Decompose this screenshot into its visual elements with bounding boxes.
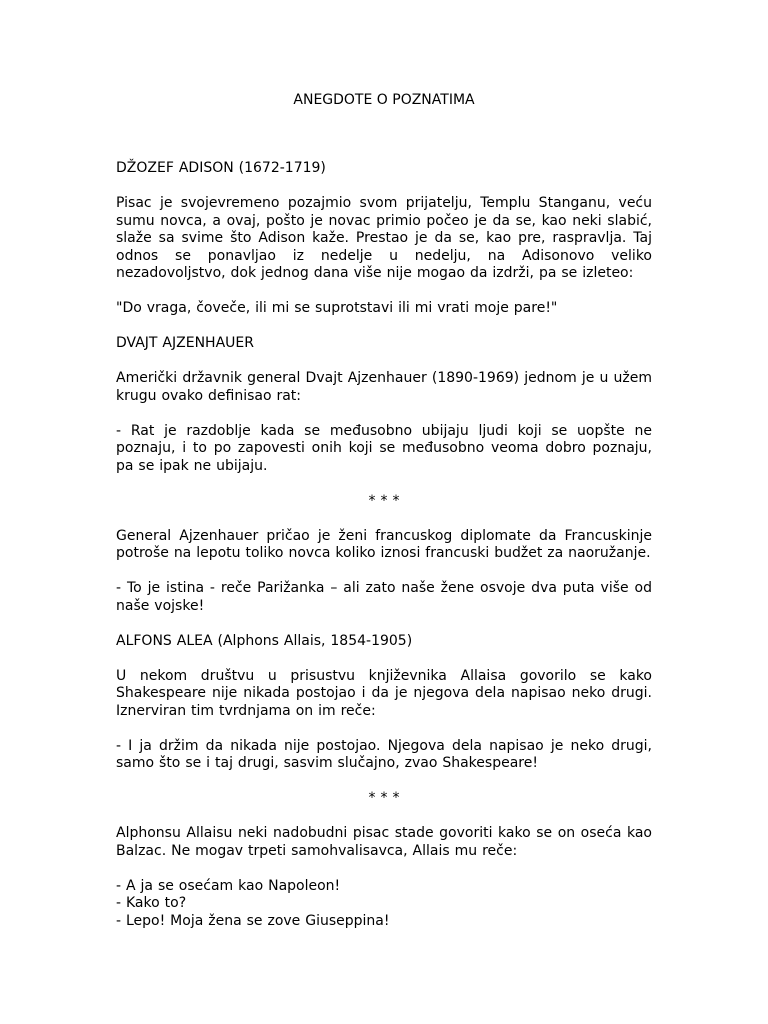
document-body [116, 160, 652, 948]
dialogue-line: - Lepo! Moja žena se zove Giuseppina! [116, 912, 390, 929]
dialogue-line: - A ja se osećam kao Napoleon! [116, 877, 341, 894]
dialogue-alea [116, 878, 652, 931]
document-page [116, 0, 652, 1024]
paragraph-adison-story: Pisac je svojevremeno pozajmio svom prijatelju, Templu Stanganu, veću sumu novca, a ovaj, pošto je novac primio počeo je da se, kao neki slabić, slaže sa svime što Adison kaže. Prestao je da se, kao pre, raspravlja. Taj odnos se ponavljao iz nedelje u nedelju, na Adisonovo veliko nezadovoljstvo, dok jednog dana više nije mogao da izdrži, pa se izleteo: [116, 195, 652, 281]
paragraph-alea-shakespeare: U nekom društvu u prisustvu književnika Allaisa govorilo se kako Shakespeare nije nikada postojao i da je njegova dela napisao neko drugi. Iznerviran tim tvrdnjama on im reče: [116, 667, 652, 719]
paragraph-ajzenhauer-intro: Američki državnik general Dvajt Ajzenhauer (1890-1969) jednom je u užem krugu ovako definisao rat: [116, 370, 652, 404]
separator-ajzenhauer: * * * [368, 492, 400, 509]
separator-alea: * * * [368, 790, 400, 806]
paragraph-ajzenhauer-war-definition: - Rat je razdoblje kada se međusobno ubijaju ljudi koji se uopšte ne poznaju, i to po zapovesti onih koji se međusobno veoma dobro poznaju, pa se ipak ne ubijaju. [116, 422, 652, 474]
section-heading-ajzenhauer: DVAJT AJZENHAUER [116, 335, 254, 351]
paragraph-adison-quote: "Do vraga, čoveče, ili mi se suprotstavi ili mi vrati moje pare!" [116, 300, 558, 316]
dialogue-line: - Kako to? [116, 895, 187, 911]
section-heading-adison: DŽOZEF ADISON (1672-1719) [116, 160, 326, 176]
paragraph-alea-balzac: Alphonsu Allaisu neki nadobudni pisac stade govoriti kako se on oseća kao Balzac. Ne mogav trpeti samohvalisavca, Allais mu reče: [116, 825, 652, 859]
paragraph-ajzenhauer-reply: - To je istina - reče Parižanka – ali zato naše žene osvoje dva puta više od naše vojske! [116, 580, 652, 614]
paragraph-alea-reply: - I ja držim da nikada nije postojao. Njegova dela napisao je neko drugi, samo što se i taj drugi, sasvim slučajno, zvao Shakespeare! [116, 737, 652, 771]
section-heading-alea: ALFONS ALEA (Alphons Allais, 1854-1905) [116, 632, 413, 649]
paragraph-ajzenhauer-diplomat: General Ajzenhauer pričao je ženi francuskog diplomate da Francuskinje potroše na lepotu toliko novca koliko iznosi francuski budžet za naoružanje. [116, 527, 652, 561]
document-title: ANEGDOTE O POZNATIMA [293, 92, 475, 108]
